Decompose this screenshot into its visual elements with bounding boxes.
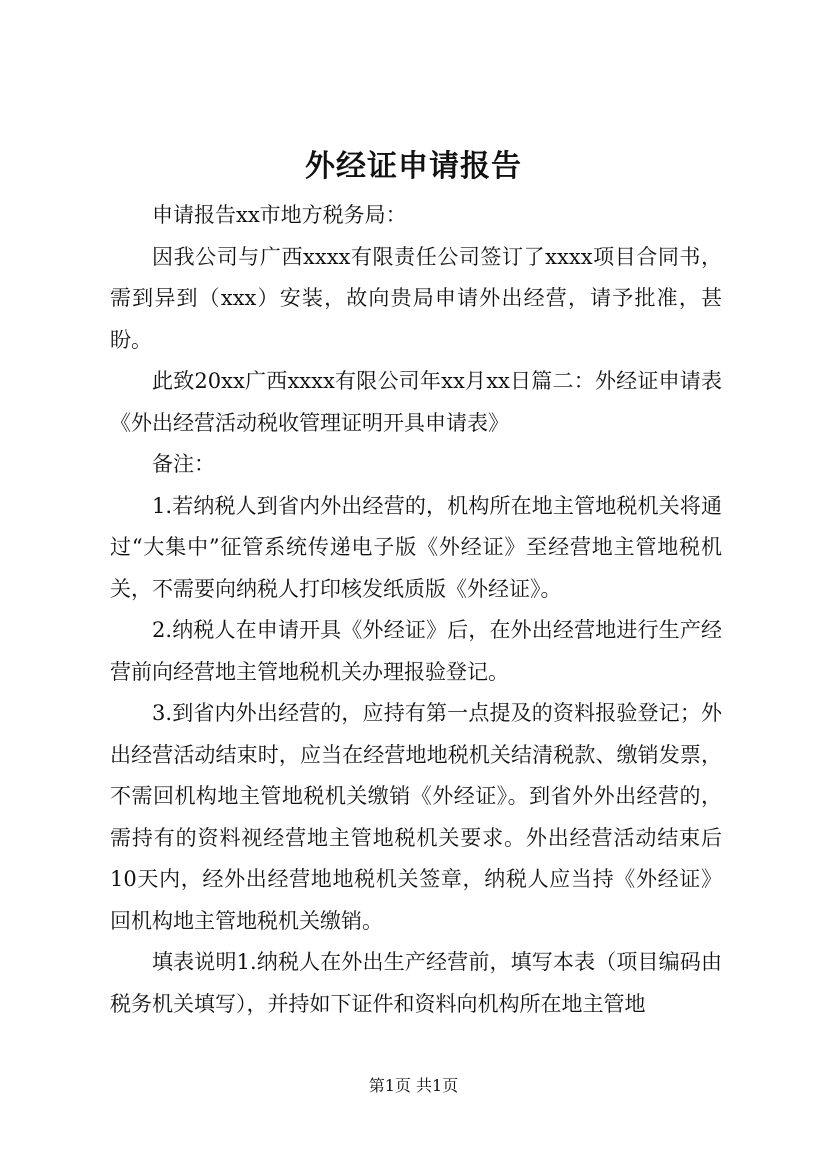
document-body (110, 195, 722, 1025)
paragraph-salutation: 申请报告xx市地方税务局： (152, 203, 407, 227)
paragraph-closing: 此致20xx广西xxxx有限公司年xx月xx日篇二：外经证申请表《外出经营活动税收管理证明开具申请表》 (110, 369, 722, 435)
paragraph-note-3: 3.到省内外出经营的，应持有第一点提及的资料报验登记；外出经营活动结束时，应当在经营地地税机关结清税款、缴销发票，不需回机构地主管地税机关缴销《外经证》。到省外外出经营的，需持有的资料视经营地主管地税机关要求。外出经营活动结束后10天内，经外出经营地地税机关签章，纳税人应当持《外经证》回机构地主管地税机关缴销。 (110, 701, 722, 933)
paragraph-fill-instructions: 填表说明1.纳税人在外出生产经营前，填写本表（项目编码由税务机关填写），并持如下证件和资料向机构所在地主管地 (110, 950, 722, 1016)
document-title: 外经证申请报告 (305, 149, 522, 184)
paragraph-note-1: 1.若纳税人到省内外出经营的，机构所在地主管地税机关将通过“大集中”征管系统传递电子版《外经证》至经营地主管地税机关，不需要向纳税人打印核发纸质版《外经证》。 (110, 493, 722, 601)
paragraph-note-2: 2.纳税人在申请开具《外经证》后，在外出经营地进行生产经营前向经营地主管地税机关办理报验登记。 (110, 618, 722, 684)
paragraph-notes-heading: 备注： (152, 452, 215, 476)
page-number-footer: 第1页 共1页 (368, 1076, 459, 1095)
paragraph-reason: 因我公司与广西xxxx有限责任公司签订了xxxx项目合同书，需到异到（xxx）安装，故向贵局申请外出经营，请予批准，甚盼。 (110, 244, 722, 352)
